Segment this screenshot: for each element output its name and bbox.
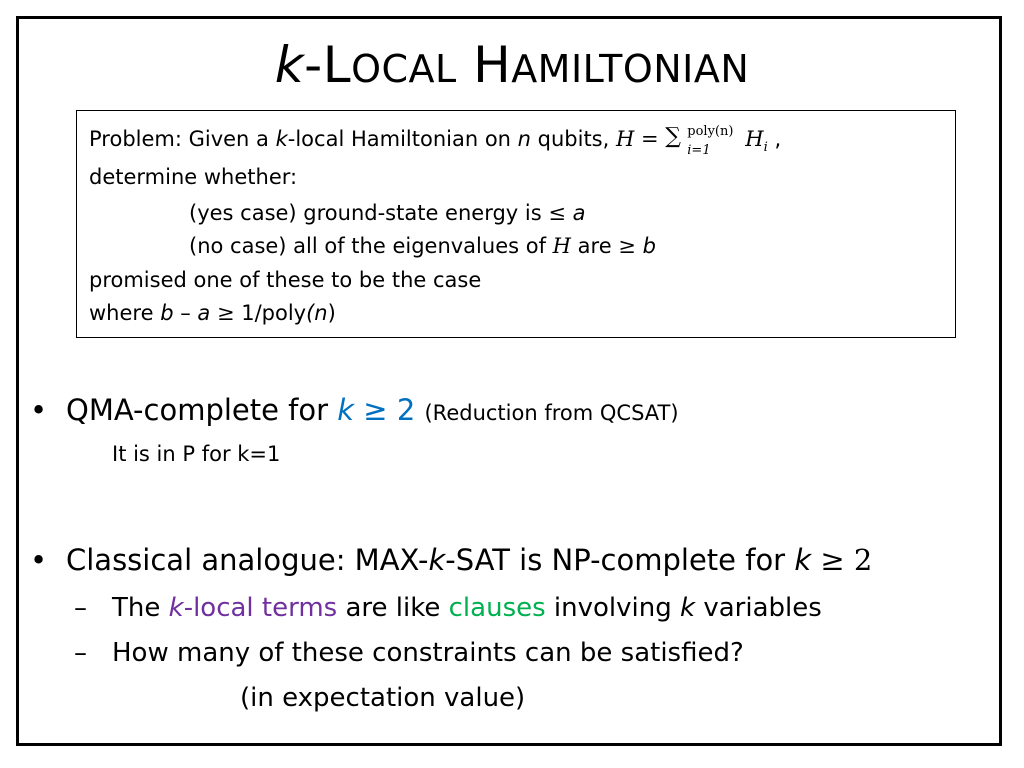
var-b: b bbox=[642, 234, 656, 258]
text: (no case) all of the eigenvalues of bbox=[189, 234, 553, 258]
title-ocal: OCAL bbox=[351, 47, 457, 91]
var-H: H bbox=[615, 127, 635, 151]
var-a: a bbox=[565, 201, 586, 225]
title-k: k bbox=[274, 36, 305, 94]
slide-title bbox=[0, 30, 1024, 104]
text: , bbox=[767, 127, 782, 151]
expectation-note: (in expectation value) bbox=[240, 683, 526, 713]
text: Classical analogue: MAX- bbox=[66, 543, 429, 577]
var-k: k bbox=[168, 593, 184, 623]
text: ≥ 2 bbox=[354, 393, 416, 427]
var-k: k bbox=[794, 543, 812, 577]
problem-line-1 bbox=[89, 125, 781, 162]
problem-line-6 bbox=[89, 299, 336, 327]
local-terms: -local terms bbox=[183, 593, 338, 623]
var-k: k bbox=[680, 593, 696, 623]
note-p-for-k1: It is in P for k=1 bbox=[112, 442, 281, 466]
text: where bbox=[89, 301, 161, 325]
sum-symbol: ∑ bbox=[665, 124, 681, 149]
equals: = bbox=[634, 127, 666, 151]
text: -SAT is NP-complete for bbox=[445, 543, 795, 577]
var-H: H bbox=[552, 234, 571, 258]
problem-box bbox=[76, 110, 956, 338]
var-k: k bbox=[275, 127, 288, 151]
text: variables bbox=[695, 593, 822, 623]
problem-line-yes bbox=[189, 199, 586, 227]
text: ) bbox=[327, 301, 336, 325]
title-amiltonian: AMILTONIAN bbox=[511, 47, 750, 91]
subbullet-constraints bbox=[74, 635, 744, 671]
var-n: n bbox=[517, 127, 531, 151]
bullet-mark: • bbox=[30, 393, 48, 427]
subbullet-local-terms bbox=[74, 590, 822, 626]
reduction-note: (Reduction from QCSAT) bbox=[424, 401, 679, 425]
var-b: b bbox=[160, 301, 174, 325]
ge-symbol: ≥ bbox=[210, 301, 242, 325]
text: QMA-complete for bbox=[66, 393, 338, 427]
title-dash: - bbox=[304, 36, 323, 94]
sum-lower: i=1 bbox=[687, 143, 711, 158]
var-k: k bbox=[428, 543, 446, 577]
var-k: k bbox=[337, 393, 355, 427]
title-H: H bbox=[473, 36, 512, 94]
var-a: a bbox=[197, 301, 211, 325]
text: qubits, bbox=[530, 127, 616, 151]
text: (yes case) ground-state energy is bbox=[189, 201, 549, 225]
text: 1/poly bbox=[241, 301, 307, 325]
problem-line-2: determine whether: bbox=[89, 165, 298, 189]
text: Problem: Given a bbox=[89, 127, 276, 151]
subscript-i: i bbox=[763, 140, 768, 156]
sum-expression bbox=[665, 124, 745, 158]
bullet-qma bbox=[30, 390, 679, 433]
bullet-mark: • bbox=[30, 543, 48, 577]
problem-line-no bbox=[189, 232, 656, 260]
var-n: (n bbox=[306, 301, 328, 325]
text: are like bbox=[337, 593, 449, 623]
text: – bbox=[173, 301, 198, 325]
text: ≥ 2 bbox=[811, 543, 873, 577]
text: -local Hamiltonian on bbox=[287, 127, 518, 151]
text: involving bbox=[545, 593, 681, 623]
text: How many of these constraints can be satisfied? bbox=[112, 638, 744, 668]
problem-line-5: promised one of these to be the case bbox=[89, 268, 482, 292]
sum-upper: poly(n) bbox=[687, 124, 734, 139]
le-symbol: ≤ bbox=[548, 201, 566, 225]
text: are bbox=[570, 234, 619, 258]
text: The bbox=[112, 593, 169, 623]
dash-mark: – bbox=[74, 638, 87, 668]
var-Hi: H bbox=[745, 127, 764, 151]
dash-mark: – bbox=[74, 593, 87, 623]
clauses: clauses bbox=[448, 593, 546, 623]
title-L: L bbox=[322, 36, 352, 94]
ge-symbol: ≥ bbox=[618, 234, 636, 258]
bullet-classical bbox=[30, 540, 872, 580]
